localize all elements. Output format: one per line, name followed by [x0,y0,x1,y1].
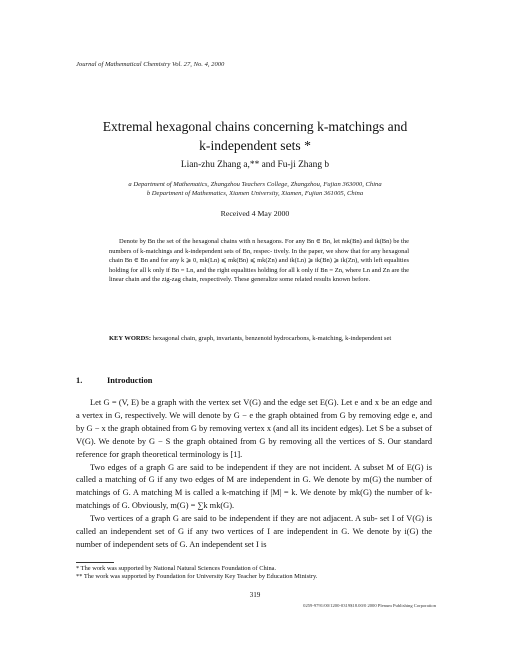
publisher-line: 0259-9791/00/1200-0319$18.00/0 2000 Plenum Publishing Corporation [303,603,436,608]
author-line: Lian-zhu Zhang a,** and Fu-ji Zhang b [180,160,330,170]
body-line: Two vertices of a graph G are said to be independent if they are not adjacent. A sub- [90,514,378,524]
body-line: ∑k mk(G). [197,501,235,511]
keywords-text-2: k-independent set [345,335,392,342]
footnote-rule [76,562,114,563]
footnote-1: * The work was supported by National Natural Sciences Foundation of China. [76,565,277,572]
paragraph-2 [76,462,432,514]
paper-title [60,117,450,155]
body-line: Two edges of a graph G are said to be independent if they are not incident. A subset [90,462,384,472]
body-line: obtained from G by removing edge e, and by G − x the graph obtained from G by [76,410,433,433]
body-line: removing vertex x (and all its incident edges). Let S be a subset of V(G). We denote [76,423,432,446]
body-line: if |M| = k. We denote by mk(G) the number of k-matchings of G. Obviously, m(G) = [76,488,432,511]
body-line: and x be an edge and a vertex in G, respectively. We will denote by G − e the graph [76,398,432,420]
affiliation-a: a Department of Mathematics, Zhangzhou Teachers College, Zhangzhou, Fujian 363000, China [128,181,382,188]
abstract-line: mk(Ln) ⩽ mk(Bn) ⩽ mk(Zn) and ik(Ln) ⩾ ik(Bn) ⩾ ik(Zn), with left equalities holding [109,257,409,274]
abstract-line: for all k only if Bn = Ln, and the right equalities holding for all k only if Bn = Zn, where Ln [130,266,370,274]
keywords-label: KEY WORDS: [109,335,152,342]
body-line: Let G = (V, E) be a graph with the vertex set V(G) and the edge set E(G). Let e [90,398,359,407]
keywords-text-1: hexagonal chain, graph, invariants, benzenoid hydrocarbons, k-matching, [151,335,344,342]
footnote-2: ** The work was supported by Foundation for University Key Teacher by Education Ministry. [76,573,318,581]
keywords [109,334,409,344]
paragraph-1 [76,397,432,462]
body-line: denote by m(G) the number of matchings of G. A matching M is called a k-matching [76,475,432,498]
body-line: reference for graph theoretical terminology is [1]. [76,449,243,459]
body-text [76,397,432,552]
title-line-2: k-independent sets * [199,138,311,153]
abstract-line: results known before. [314,276,371,284]
body-line: set I of V(G) is called an independent set of G if any two vertices of I are independent [76,514,433,537]
body-line: by G − S the graph obtained from G by removing all the vertices of S. Our standard [137,436,433,446]
section-number: 1. [76,376,83,385]
journal-header: Journal of Mathematical Chemistry Vol. 27, No. 4, 2000 [76,61,225,68]
section-title: Introduction [107,376,153,385]
abstract-line: mk(Bn) and ik(Bn) be the numbers of k-matchings and k-independent sets of Bn, respec- [109,238,409,255]
affiliation-b: b Department of Mathematics, Xiamen University, Xiamen, Fujian 361005, China [146,190,364,197]
abstract-line: tively. In the paper, we show that for any hexagonal chain Bn ∈ Bn and for any k ⩾ 0, [109,247,410,265]
title-line-1: Extremal hexagonal chains concerning k-matchings and [102,119,408,134]
page-number: 319 [249,591,261,599]
body-line: M of E(G) is called a matching of G if any two edges of M are independent in G. We [76,462,432,485]
received-date: Received 4 May 2000 [220,209,290,218]
section-heading [76,376,152,385]
footnotes [76,565,436,582]
body-line: in G. We denote by i(G) the number of independent sets of G. An independent set I is [76,527,432,549]
paragraph-3 [76,513,432,552]
abstract-line: and Zn are the linear chain and the zig-zag chain, respectively. These generalize some related [109,266,410,284]
abstract-line: Denote by Bn the set of the hexagonal chains with n hexagons. For any Bn ∈ Bn, let [119,238,340,245]
abstract [109,237,409,285]
